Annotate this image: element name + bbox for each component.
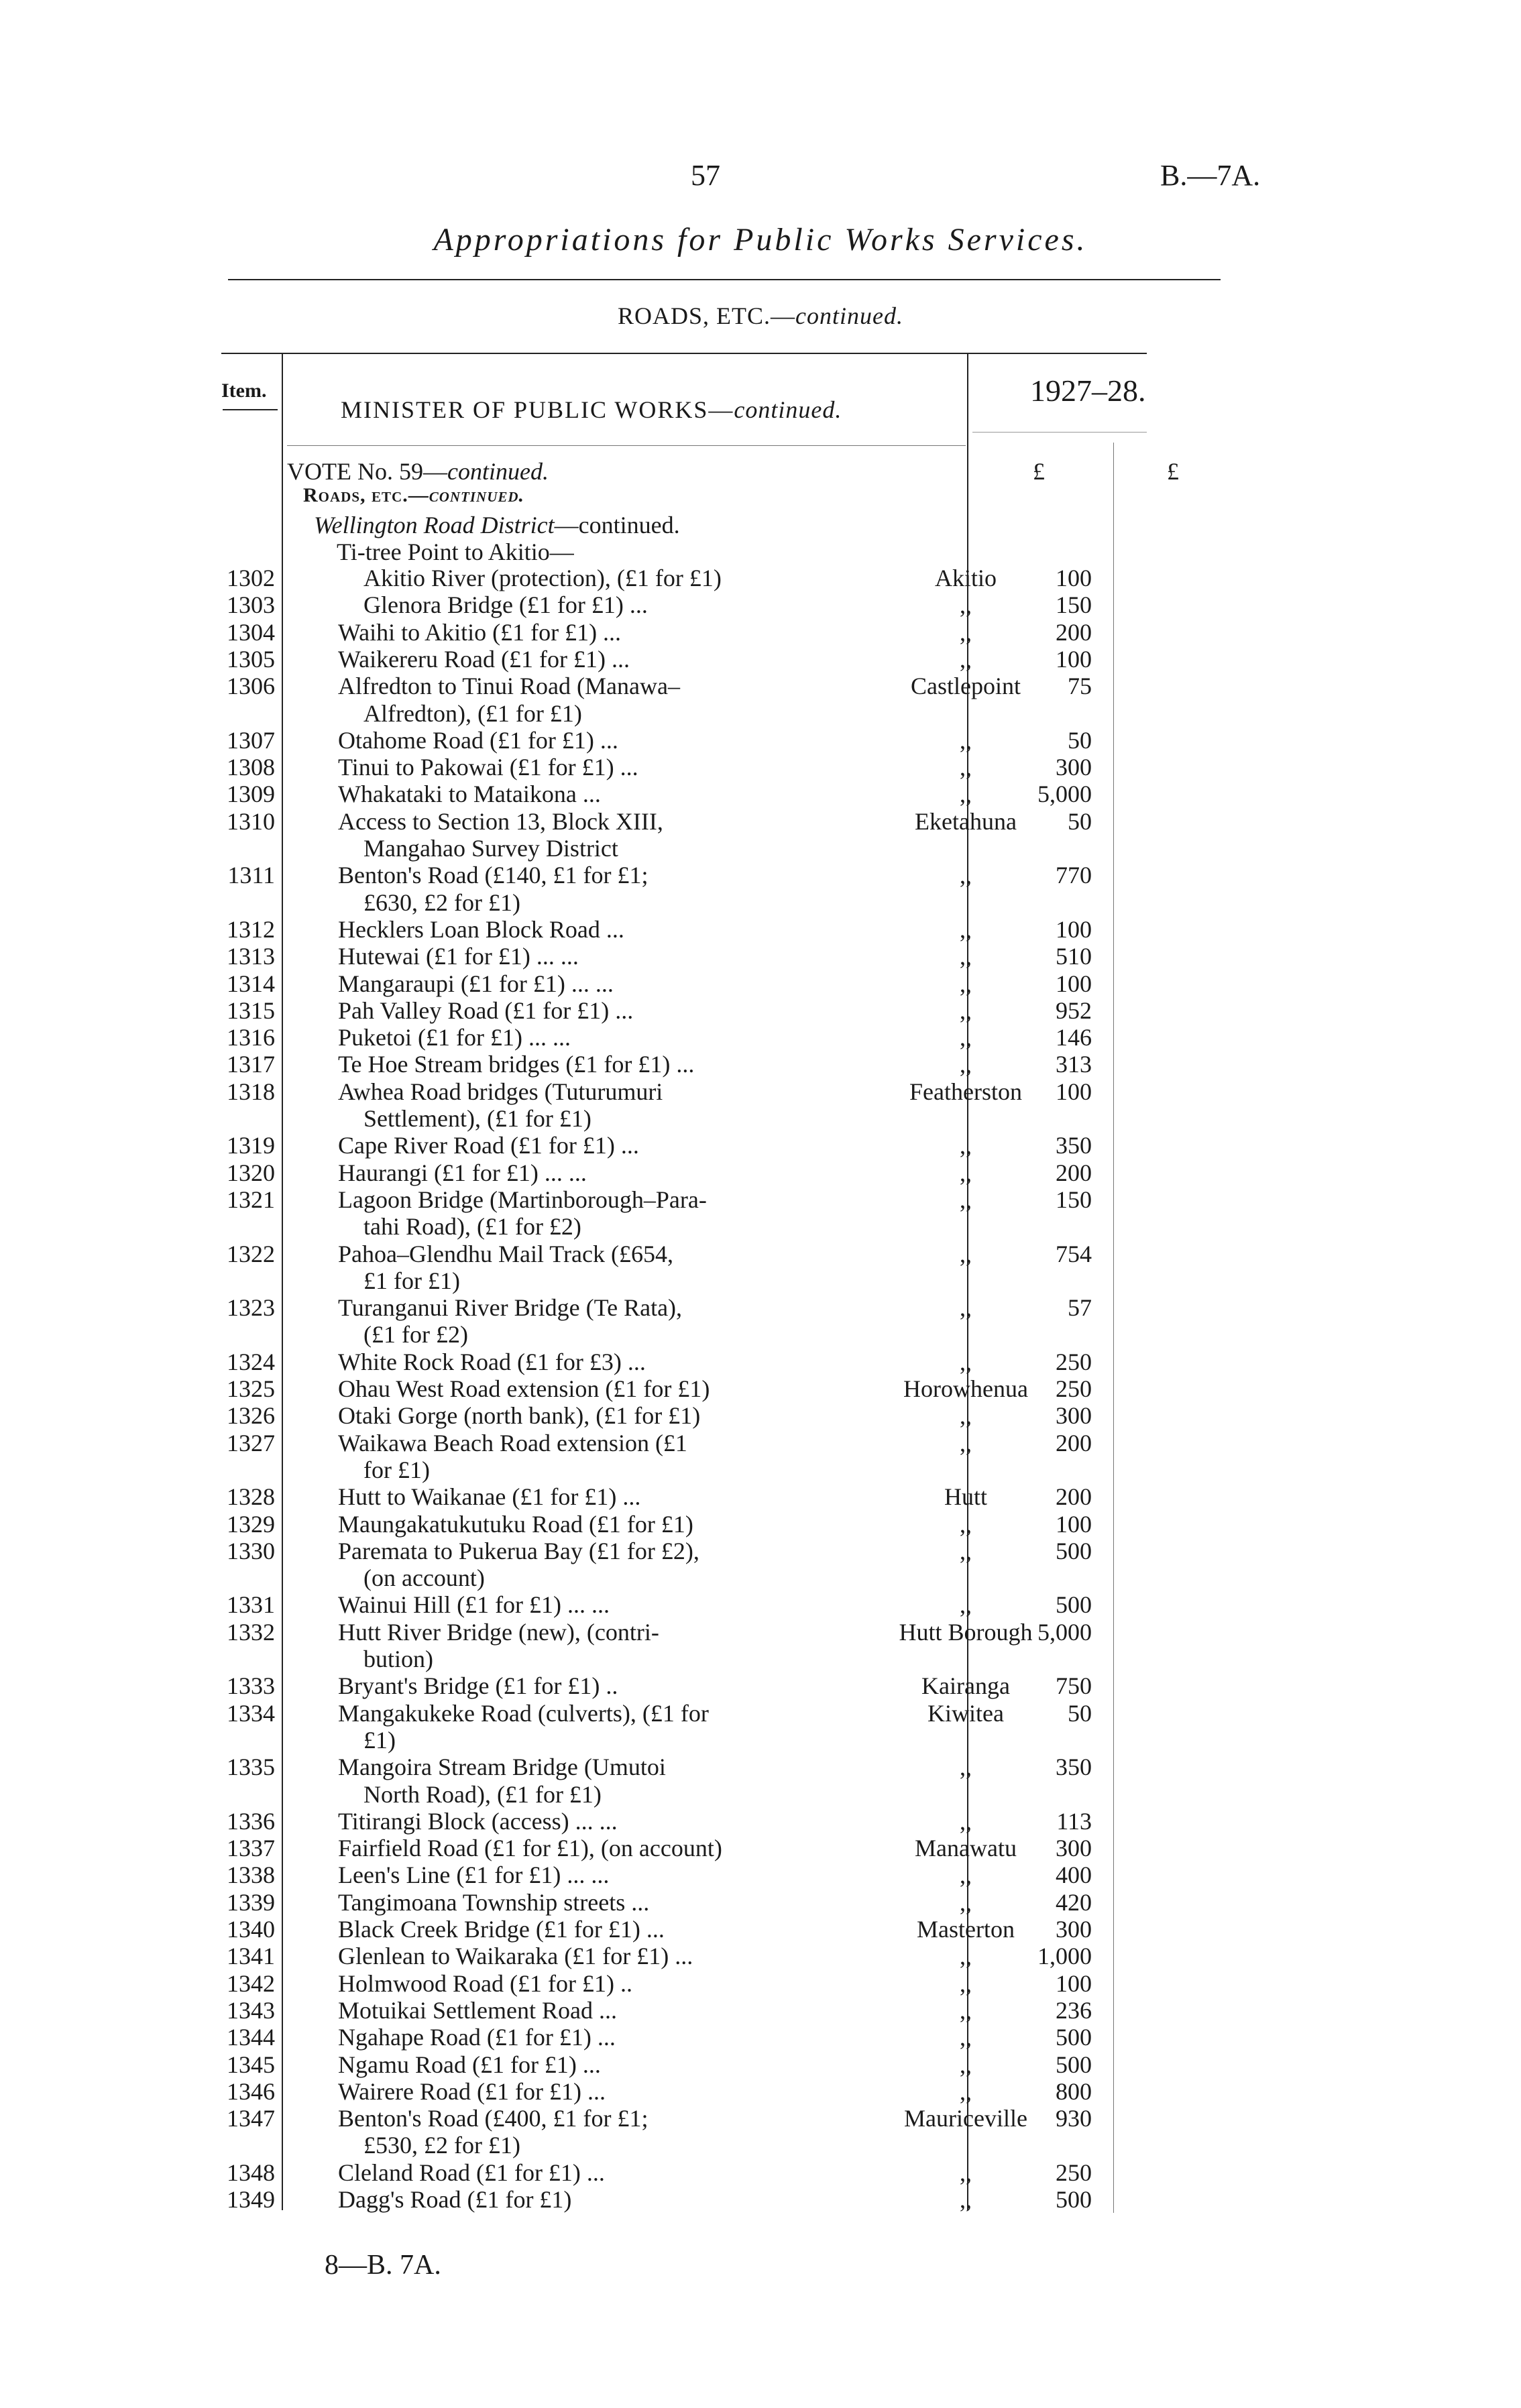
minister-continued: continued. [734,396,842,423]
item-number: 1309 [227,781,275,807]
amount-value: 500 [1056,2051,1092,2078]
electoral-district: ,, [960,862,972,888]
amount-value: 500 [1056,1591,1092,1618]
item-number: 1345 [227,2051,275,2078]
item-number: 1325 [227,1375,275,1402]
item-description-continued: (£1 for £2) [363,1321,468,1348]
item-description: Paremata to Pukerua Bay (£1 for £2), [338,1538,699,1564]
amount-value: 420 [1056,1889,1092,1916]
electoral-district: Masterton [917,1916,1015,1943]
item-number: 1331 [227,1591,275,1618]
item-description: Mangakukeke Road (culverts), (£1 for [338,1700,709,1727]
item-description: Fairfield Road (£1 for £1), (on account) [338,1835,722,1861]
amount-value: 300 [1056,1916,1092,1943]
amount-value: 750 [1056,1672,1092,1699]
amount-value: 350 [1056,1132,1092,1159]
item-description-continued: tahi Road), (£1 for £2) [363,1213,581,1240]
electoral-district: ,, [960,1349,972,1375]
item-description: Wainui Hill (£1 for £1) ... ... [338,1591,610,1618]
page-number: 57 [691,159,720,192]
item-description: Akitio River (protection), (£1 for £1) [363,565,722,591]
item-number: 1348 [227,2159,275,2186]
item-number: 1319 [227,1132,275,1159]
pound-symbol-total: £ [1167,458,1179,485]
amount-value: 75 [1068,673,1092,699]
item-number: 1333 [227,1672,275,1699]
electoral-district: Castlepoint [911,673,1021,699]
amount-value: 200 [1056,1483,1092,1510]
electoral-district: Eketahuna [915,808,1017,835]
item-description-continued: £1) [363,1727,396,1754]
item-number: 1303 [227,591,275,618]
electoral-district: ,, [960,1051,972,1078]
roads-main: Roads, etc.— [303,484,429,506]
item-description: Mangoira Stream Bridge (Umutoi [338,1754,666,1780]
group-preface: Ti-tree Point to Akitio— [337,538,574,565]
amount-value: 146 [1056,1024,1092,1051]
electoral-district: ,, [960,1970,972,1997]
amount-value: 1,000 [1037,1943,1092,1969]
item-number: 1341 [227,1943,275,1969]
item-number: 1342 [227,1970,275,1997]
electoral-district: ,, [960,781,972,807]
amount-value: 300 [1056,754,1092,781]
amount-value: 500 [1056,2186,1092,2213]
vote-main: VOTE No. 59— [287,458,447,485]
item-number: 1339 [227,1889,275,1916]
electoral-district: ,, [960,2051,972,2078]
item-number: 1308 [227,754,275,781]
item-description-continued: bution) [363,1646,433,1672]
amount-value: 100 [1056,1970,1092,1997]
electoral-district: ,, [960,727,972,754]
item-description-continued: Settlement), (£1 for £1) [363,1105,592,1132]
amount-value: 952 [1056,997,1092,1024]
subtitle-main: ROADS, ETC.— [618,302,796,329]
electoral-district: ,, [960,2078,972,2105]
electoral-district: Manawatu [915,1835,1017,1861]
electoral-district: ,, [960,1159,972,1186]
electoral-district: ,, [960,1754,972,1780]
item-number: 1307 [227,727,275,754]
electoral-district: ,, [960,1997,972,2024]
item-description: Te Hoe Stream bridges (£1 for £1) ... [338,1051,695,1078]
electoral-district: ,, [960,1861,972,1888]
electoral-district: ,, [960,1430,972,1456]
electoral-district: Horowhenua [903,1375,1028,1402]
amount-value: 50 [1068,727,1092,754]
item-description: Waikereru Road (£1 for £1) ... [338,646,630,673]
item-number: 1316 [227,1024,275,1051]
item-number: 1329 [227,1511,275,1538]
item-description: Mangaraupi (£1 for £1) ... ... [338,970,614,997]
item-number: 1344 [227,2024,275,2051]
amount-value: 150 [1056,591,1092,618]
item-description: Leen's Line (£1 for £1) ... ... [338,1861,610,1888]
electoral-district: Kairanga [921,1672,1010,1699]
item-description: Awhea Road bridges (Tuturumuri [338,1078,663,1105]
item-description: Waikawa Beach Road extension (£1 [338,1430,687,1456]
amount-value: 400 [1056,1861,1092,1888]
item-description: Glenora Bridge (£1 for £1) ... [363,591,648,618]
item-description: Pahoa–Glendhu Mail Track (£654, [338,1241,673,1267]
electoral-district: ,, [960,1591,972,1618]
electoral-district: ,, [960,1132,972,1159]
item-description: Holmwood Road (£1 for £1) .. [338,1970,632,1997]
subtitle-continued: continued. [795,302,903,329]
item-description-continued: £1 for £1) [363,1267,460,1294]
electoral-district: ,, [960,1294,972,1321]
amount-value: 250 [1056,1375,1092,1402]
electoral-district: ,, [960,1241,972,1267]
item-number: 1324 [227,1349,275,1375]
item-description: Tangimoana Township streets ... [338,1889,650,1916]
item-number: 1310 [227,808,275,835]
item-description-continued: North Road), (£1 for £1) [363,1781,602,1808]
electoral-district: Mauriceville [904,2105,1027,2132]
year-column-header: 1927–28. [1030,374,1146,408]
item-number: 1336 [227,1808,275,1835]
item-description: Ngahape Road (£1 for £1) ... [338,2024,616,2051]
item-description: White Rock Road (£1 for £3) ... [338,1349,646,1375]
item-number: 1349 [227,2186,275,2213]
electoral-district: ,, [960,1024,972,1051]
document-reference: B.—7A. [1160,159,1261,192]
pound-symbol-amount: £ [1033,458,1045,485]
item-number: 1320 [227,1159,275,1186]
electoral-district: ,, [960,646,972,673]
amount-value: 100 [1056,1511,1092,1538]
item-description: Puketoi (£1 for £1) ... ... [338,1024,571,1051]
item-description: Pah Valley Road (£1 for £1) ... [338,997,634,1024]
item-description: Hutt to Waikanae (£1 for £1) ... [338,1483,641,1510]
item-number: 1304 [227,619,275,646]
item-number: 1306 [227,673,275,699]
item-description: Hutewai (£1 for £1) ... ... [338,943,579,970]
district-continued: —continued. [554,512,680,538]
item-column-header: Item. [221,380,267,402]
item-description: Access to Section 13, Block XIII, [338,808,663,835]
electoral-district: ,, [960,619,972,646]
amount-value: 300 [1056,1835,1092,1861]
item-description: Motuikai Settlement Road ... [338,1997,617,2024]
electoral-district: ,, [960,2159,972,2186]
item-number: 1334 [227,1700,275,1727]
electoral-district: ,, [960,1511,972,1538]
electoral-district: ,, [960,2186,972,2213]
item-number: 1327 [227,1430,275,1456]
item-description-continued: £630, £2 for £1) [363,889,520,916]
electoral-district: ,, [960,1943,972,1969]
minister-main: MINISTER OF PUBLIC WORKS— [341,396,734,423]
item-description: Waihi to Akitio (£1 for £1) ... [338,619,622,646]
amount-value: 113 [1056,1808,1092,1835]
amount-value: 754 [1056,1241,1092,1267]
item-description: Turanganui River Bridge (Te Rata), [338,1294,683,1321]
item-number: 1335 [227,1754,275,1780]
item-description: Glenlean to Waikaraka (£1 for £1) ... [338,1943,693,1969]
item-number: 1317 [227,1051,275,1078]
amount-value: 500 [1056,2024,1092,2051]
item-description: Bryant's Bridge (£1 for £1) .. [338,1672,618,1699]
electoral-district: ,, [960,1889,972,1916]
amount-value: 313 [1056,1051,1092,1078]
item-description: Ohau West Road extension (£1 for £1) [338,1375,710,1402]
amount-value: 150 [1056,1186,1092,1213]
electoral-district: Kiwitea [927,1700,1004,1727]
footer-signature: 8—B. 7A. [325,2250,441,2281]
item-description: Hecklers Loan Block Road ... [338,916,624,943]
amount-value: 5,000 [1037,781,1092,807]
item-number: 1328 [227,1483,275,1510]
item-number: 1314 [227,970,275,997]
amount-value: 100 [1056,1078,1092,1105]
item-description: Black Creek Bridge (£1 for £1) ... [338,1916,665,1943]
roads-continued: continued. [429,484,525,506]
item-description: Titirangi Block (access) ... ... [338,1808,618,1835]
amount-value: 50 [1068,1700,1092,1727]
item-description: Cape River Road (£1 for £1) ... [338,1132,639,1159]
item-number: 1311 [227,862,275,888]
vote-continued: continued. [447,458,549,485]
item-number: 1312 [227,916,275,943]
electoral-district: ,, [960,1808,972,1835]
amount-value: 500 [1056,1538,1092,1564]
amount-value: 770 [1056,862,1092,888]
amount-value: 236 [1056,1997,1092,2024]
item-description: Alfredton to Tinui Road (Manawa– [338,673,680,699]
item-description-continued: for £1) [363,1456,430,1483]
amount-value: 100 [1056,565,1092,591]
amount-value: 50 [1068,808,1092,835]
electoral-district: ,, [960,943,972,970]
electoral-district: ,, [960,1538,972,1564]
item-number: 1322 [227,1241,275,1267]
item-number: 1313 [227,943,275,970]
amount-value: 200 [1056,1159,1092,1186]
electoral-district: Akitio [934,565,997,591]
amount-value: 100 [1056,916,1092,943]
item-description: Benton's Road (£400, £1 for £1; [338,2105,649,2132]
page-title: Appropriations for Public Works Services. [433,222,1088,257]
electoral-district: ,, [960,916,972,943]
amount-value: 57 [1068,1294,1092,1321]
district-name: Wellington Road District [314,512,555,538]
amount-value: 250 [1056,2159,1092,2186]
electoral-district: ,, [960,2024,972,2051]
item-number: 1323 [227,1294,275,1321]
item-description: Otahome Road (£1 for £1) ... [338,727,618,754]
item-number: 1318 [227,1078,275,1105]
electoral-district: ,, [960,591,972,618]
item-number: 1338 [227,1861,275,1888]
item-description: Whakataki to Mataikona ... [338,781,601,807]
item-number: 1302 [227,565,275,591]
electoral-district: ,, [960,1186,972,1213]
item-number: 1347 [227,2105,275,2132]
item-description: Wairere Road (£1 for £1) ... [338,2078,606,2105]
item-description: Lagoon Bridge (Martinborough–Para- [338,1186,707,1213]
item-number: 1305 [227,646,275,673]
amount-value: 250 [1056,1349,1092,1375]
amount-value: 5,000 [1037,1619,1092,1646]
item-description: Ngamu Road (£1 for £1) ... [338,2051,601,2078]
item-number: 1346 [227,2078,275,2105]
electoral-district: ,, [960,754,972,781]
item-number: 1330 [227,1538,275,1564]
item-description: Maungakatukutuku Road (£1 for £1) [338,1511,693,1538]
item-description-continued: Mangahao Survey District [363,835,618,862]
amount-value: 300 [1056,1402,1092,1429]
item-number: 1326 [227,1402,275,1429]
amount-value: 510 [1056,943,1092,970]
item-number: 1340 [227,1916,275,1943]
amount-value: 200 [1056,619,1092,646]
amount-value: 100 [1056,970,1092,997]
item-description: Benton's Road (£140, £1 for £1; [338,862,649,888]
item-description: Haurangi (£1 for £1) ... ... [338,1159,587,1186]
item-number: 1343 [227,1997,275,2024]
amount-value: 800 [1056,2078,1092,2105]
amount-value: 200 [1056,1430,1092,1456]
electoral-district: ,, [960,1402,972,1429]
electoral-district: Hutt [944,1483,987,1510]
item-description-continued: Alfredton), (£1 for £1) [363,700,582,727]
item-description-continued: £530, £2 for £1) [363,2132,520,2159]
item-number: 1321 [227,1186,275,1213]
electoral-district: ,, [960,997,972,1024]
amount-value: 930 [1056,2105,1092,2132]
item-number: 1337 [227,1835,275,1861]
item-description: Dagg's Road (£1 for £1) [338,2186,572,2213]
item-description: Tinui to Pakowai (£1 for £1) ... [338,754,638,781]
electoral-district: Featherston [909,1078,1022,1105]
item-description: Cleland Road (£1 for £1) ... [338,2159,605,2186]
item-description: Hutt River Bridge (new), (contri- [338,1619,659,1646]
electoral-district: Hutt Borough [899,1619,1033,1646]
electoral-district: ,, [960,970,972,997]
item-description: Otaki Gorge (north bank), (£1 for £1) [338,1402,701,1429]
amount-value: 350 [1056,1754,1092,1780]
item-number: 1315 [227,997,275,1024]
item-number: 1332 [227,1619,275,1646]
amount-value: 100 [1056,646,1092,673]
item-description-continued: (on account) [363,1564,485,1591]
